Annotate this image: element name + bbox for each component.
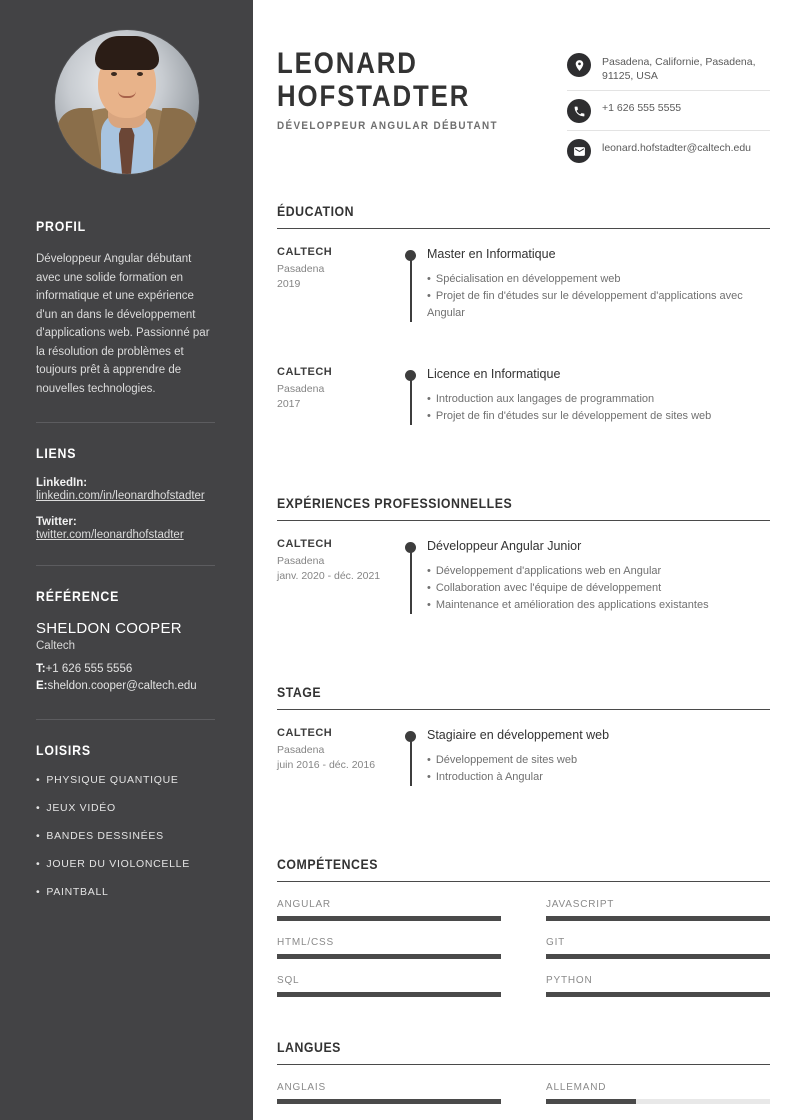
reference-email[interactable]: sheldon.cooper@caltech.edu [47, 680, 197, 692]
entry-city: Pasadena [277, 744, 325, 756]
skill-item [546, 937, 770, 959]
entry-meta [277, 727, 399, 786]
hobby-label: PAINTBALL [46, 886, 109, 898]
section-rule [277, 709, 770, 710]
entry-bullet [427, 271, 770, 288]
skill-bar-fill [546, 954, 770, 959]
skill-label: HTML/CSS [277, 937, 334, 948]
reference-name: SHELDON COOPER [36, 620, 182, 637]
skill-label: GIT [546, 937, 566, 948]
reference-email-prefix: E: [36, 680, 48, 692]
links-section [36, 445, 215, 541]
profile-photo-wrapper [0, 0, 253, 174]
link-url-twitter[interactable]: twitter.com/leonardhofstadter [36, 529, 184, 541]
entry-bullet-text: Introduction aux langages de programmation [435, 393, 655, 405]
entry-bullet-text: Développement de sites web [435, 754, 578, 766]
section-title-internship: STAGE [277, 684, 322, 700]
timeline [399, 366, 423, 425]
link-item-linkedin [36, 477, 215, 502]
name-block [277, 47, 567, 132]
contact-row-phone [567, 98, 770, 131]
entry-bullet [427, 563, 770, 580]
entry-role: Master en Informatique [427, 247, 556, 261]
skill-item [277, 937, 501, 959]
skill-item [277, 899, 501, 921]
timeline-dot [405, 370, 416, 381]
profile-photo [55, 30, 199, 174]
hobby-label: JEUX VIDÉO [46, 802, 116, 814]
hobby-label: JOUER DU VIOLONCELLE [46, 858, 190, 870]
skill-label: JAVASCRIPT [546, 899, 615, 910]
resume-header [277, 0, 770, 177]
section-rule [277, 520, 770, 521]
skill-bar-fill [546, 916, 770, 921]
link-item-twitter [36, 516, 215, 541]
languages-grid [277, 1082, 770, 1120]
entry-bullet [427, 769, 770, 786]
language-item [277, 1082, 501, 1104]
entry-meta [277, 366, 399, 425]
language-label: ALLEMAND [546, 1082, 607, 1093]
language-bar-track [277, 1099, 501, 1104]
link-label-linkedin: LinkedIn: [36, 477, 88, 489]
skill-item [277, 975, 501, 997]
entry-body [423, 727, 770, 786]
hobby-item [36, 858, 215, 870]
entry-bullet [427, 752, 770, 769]
reference-email-line [36, 678, 215, 695]
entry-bullet [427, 288, 770, 322]
contact-list [567, 47, 770, 177]
links-heading: LIENS [36, 445, 77, 461]
entry-bullet [427, 597, 770, 614]
sidebar-divider-3 [36, 719, 215, 720]
bullet-icon: • [427, 599, 431, 611]
internship-entry [277, 727, 770, 830]
entry-bullet-text: Projet de fin d'études sur le développement de sites web [435, 410, 712, 422]
timeline-line [410, 251, 412, 322]
entry-org: CALTECH [277, 366, 333, 378]
hobby-label: BANDES DESSINÉES [46, 830, 164, 842]
reference-heading: RÉFÉRENCE [36, 588, 120, 604]
profile-section [36, 218, 215, 398]
entry-org: CALTECH [277, 727, 333, 739]
skill-bar-track [546, 954, 770, 959]
entry-bullet [427, 391, 770, 408]
sidebar-divider-2 [36, 565, 215, 566]
entry-bullet-text: Introduction à Angular [435, 771, 543, 783]
skill-bar-track [277, 916, 501, 921]
first-name: LEONARD [277, 47, 418, 80]
entry-date: 2017 [277, 398, 301, 410]
hobby-item [36, 802, 215, 814]
timeline [399, 538, 423, 614]
bullet-icon: • [427, 290, 431, 302]
skills-grid [277, 899, 770, 1013]
section-title-skills: COMPÉTENCES [277, 856, 378, 872]
portrait-hair [95, 36, 159, 70]
language-bar-fill [546, 1099, 636, 1104]
section-title-languages: LANGUES [277, 1039, 341, 1055]
language-bar-track [546, 1099, 770, 1104]
entry-bullet-text: Spécialisation en développement web [435, 273, 621, 285]
skill-item [546, 899, 770, 921]
section-title-education: ÉDUCATION [277, 203, 355, 219]
timeline-dot [405, 542, 416, 553]
link-label-twitter: Twitter: [36, 516, 77, 528]
section-rule [277, 881, 770, 882]
entry-date: 2019 [277, 278, 301, 290]
phone-icon [567, 99, 591, 123]
entry-body [423, 246, 770, 322]
bullet-icon: • [427, 582, 431, 594]
entry-org: CALTECH [277, 246, 333, 258]
entry-meta [277, 246, 399, 322]
section-rule [277, 228, 770, 229]
job-title: DÉVELOPPEUR ANGULAR DÉBUTANT [277, 120, 498, 132]
entry-city: Pasadena [277, 555, 325, 567]
skill-item [546, 975, 770, 997]
entry-bullet-text: Projet de fin d'études sur le développement d'applications avec Angular [427, 290, 743, 319]
reference-phone-prefix: T: [36, 663, 46, 675]
reference-org: Caltech [36, 640, 75, 652]
hobby-item [36, 774, 215, 786]
bullet-icon: • [36, 830, 41, 842]
skill-bar-track [277, 954, 501, 959]
hobby-label: PHYSIQUE QUANTIQUE [46, 774, 179, 786]
bullet-icon: • [427, 565, 431, 577]
skill-bar-track [546, 916, 770, 921]
bullet-icon: • [427, 393, 431, 405]
section-rule [277, 1064, 770, 1065]
skill-bar-track [277, 992, 501, 997]
entry-date: juin 2016 - déc. 2016 [277, 759, 376, 771]
entry-role: Licence en Informatique [427, 367, 561, 381]
portrait-eye-left [111, 72, 117, 76]
language-item [546, 1082, 770, 1104]
section-title-experience: EXPÉRIENCES PROFESSIONNELLES [277, 495, 513, 511]
bullet-icon: • [36, 886, 41, 898]
bullet-icon: • [36, 802, 41, 814]
entry-bullet-text: Collaboration avec l'équipe de développement [435, 582, 662, 594]
reference-phone: +1 626 555 5556 [45, 663, 133, 675]
hobby-item [36, 886, 215, 898]
contact-row-email [567, 138, 770, 170]
profile-text: Développeur Angular débutant avec une solide formation en informatique et une expérience d'un an dans le développement d'applications web. Passionné par la résolution de problèmes et toujours prêt à apprendre de nouvelles technologies. [36, 253, 210, 395]
link-url-linkedin[interactable]: linkedin.com/in/leonardhofstadter [36, 490, 205, 502]
language-bar-fill [277, 1099, 501, 1104]
bullet-icon: • [427, 273, 431, 285]
contact-address: Pasadena, Californie, Pasadena, 91125, USA [602, 56, 756, 82]
skill-bar-fill [546, 992, 770, 997]
section-skills [277, 856, 770, 1013]
bullet-icon: • [427, 771, 431, 783]
bullet-icon: • [36, 858, 41, 870]
section-languages [277, 1039, 770, 1120]
skill-label: ANGULAR [277, 899, 331, 910]
contact-email: leonard.hofstadter@caltech.edu [602, 142, 752, 154]
section-internship [277, 684, 770, 830]
sidebar-divider-1 [36, 422, 215, 423]
sidebar [0, 0, 253, 1120]
profile-heading: PROFIL [36, 218, 86, 234]
section-education [277, 203, 770, 469]
portrait-eye-right [137, 72, 143, 76]
hobby-item [36, 830, 215, 842]
last-name: HOFSTADTER [277, 80, 471, 113]
sidebar-content [0, 218, 253, 898]
main-content [253, 0, 794, 1120]
skill-bar-fill [277, 992, 501, 997]
entry-bullet-text: Développement d'applications web en Angular [435, 565, 662, 577]
entry-role: Développeur Angular Junior [427, 539, 582, 553]
timeline-dot [405, 731, 416, 742]
education-entry [277, 366, 770, 469]
timeline-dot [405, 250, 416, 261]
entry-city: Pasadena [277, 263, 325, 275]
entry-bullet-text: Maintenance et amélioration des applications existantes [435, 599, 709, 611]
location-pin-icon [567, 53, 591, 77]
bullet-icon: • [427, 410, 431, 422]
timeline [399, 727, 423, 786]
timeline-line [410, 543, 412, 614]
contact-phone: +1 626 555 5555 [602, 102, 682, 114]
skill-label: PYTHON [546, 975, 593, 986]
skill-label: SQL [277, 975, 300, 986]
hobbies-section [36, 742, 215, 898]
language-label: ANGLAIS [277, 1082, 326, 1093]
reference-phone-line [36, 661, 215, 678]
entry-date: janv. 2020 - déc. 2021 [277, 570, 381, 582]
entry-role: Stagiaire en développement web [427, 728, 610, 742]
entry-city: Pasadena [277, 383, 325, 395]
timeline [399, 246, 423, 322]
contact-row-address [567, 52, 770, 91]
envelope-icon [567, 139, 591, 163]
skill-bar-fill [277, 916, 501, 921]
hobbies-heading: LOISIRS [36, 742, 91, 758]
education-entry [277, 246, 770, 366]
entry-body [423, 538, 770, 614]
skill-bar-track [546, 992, 770, 997]
experience-entry [277, 538, 770, 658]
entry-meta [277, 538, 399, 614]
entry-bullet [427, 580, 770, 597]
bullet-icon: • [427, 754, 431, 766]
bullet-icon: • [36, 774, 41, 786]
section-experience [277, 495, 770, 658]
entry-body [423, 366, 770, 425]
reference-section [36, 588, 215, 695]
entry-org: CALTECH [277, 538, 333, 550]
skill-bar-fill [277, 954, 501, 959]
entry-bullet [427, 408, 770, 425]
